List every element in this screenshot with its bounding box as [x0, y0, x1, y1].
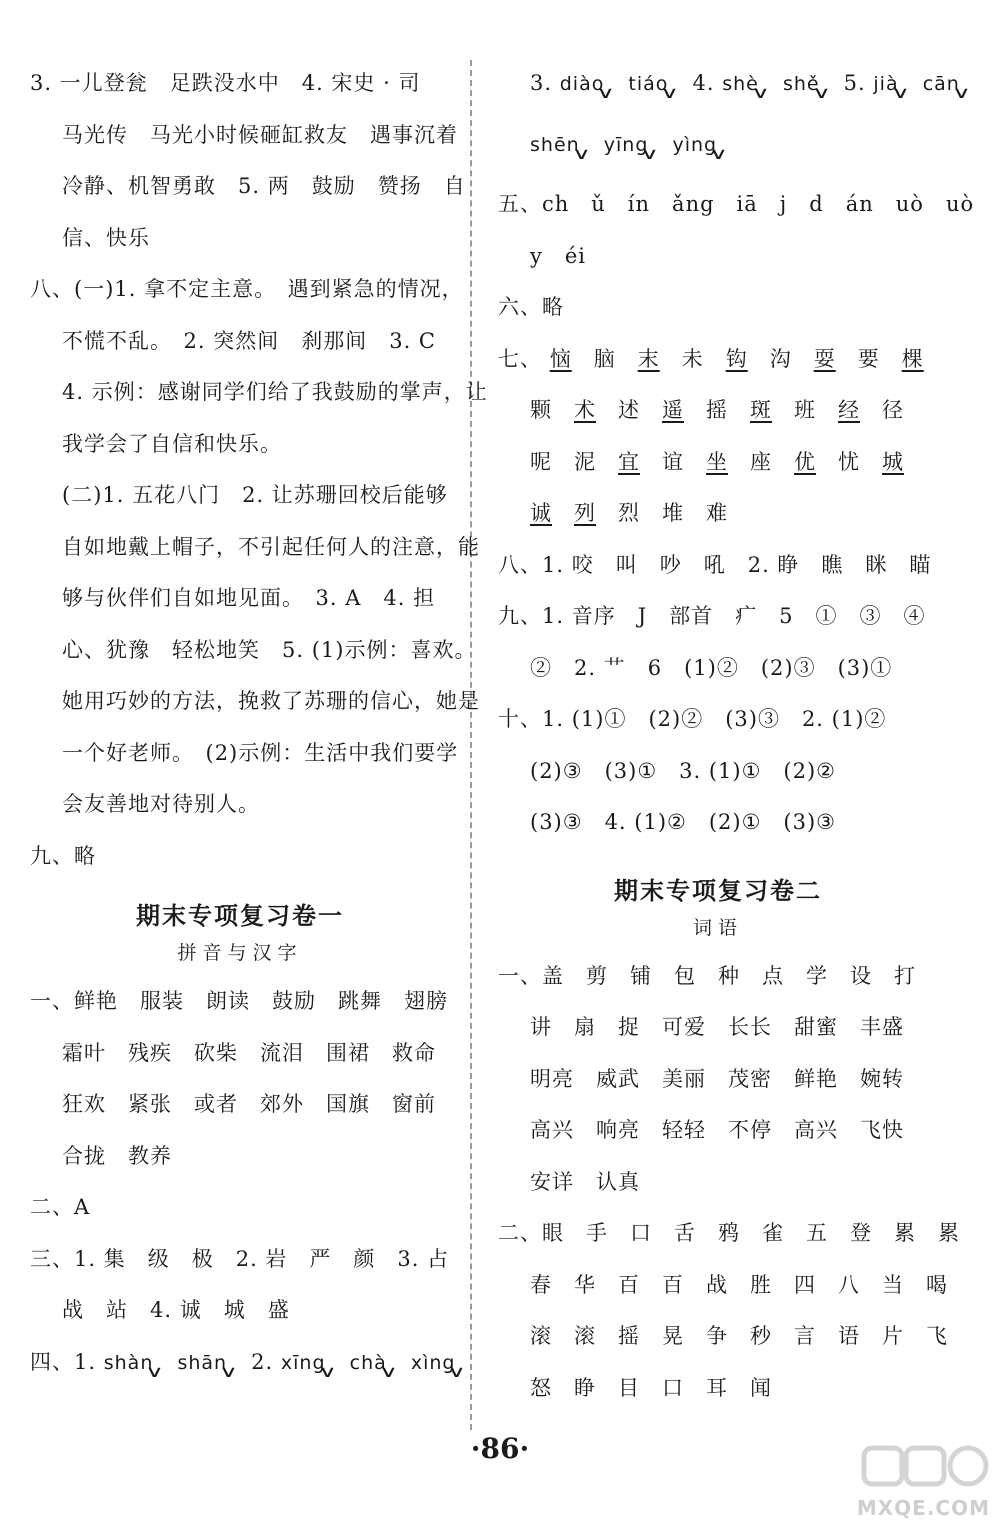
underlined-char: 优	[794, 449, 816, 474]
checkmark-icon: ∨	[811, 83, 833, 102]
answer-line: 一个好老师。 (2)示例：生活中我们要学	[62, 740, 459, 765]
checkmark-icon: ∨	[890, 83, 912, 102]
checkmark-icon: ∨	[317, 1361, 339, 1381]
answer-line: 八、(一)1. 拿不定主意。 遇到紧急的情况，	[30, 277, 464, 301]
underlined-char: 恼	[549, 346, 572, 371]
pinyin-answer: xīng	[280, 1351, 326, 1374]
checkmark-icon: ∨	[751, 83, 772, 102]
answer-line: 十、1. (1)① (2)② (3)③ 2. (1)②	[498, 707, 887, 731]
underlined-char: 宜	[618, 449, 640, 474]
answer-line: 够与伙伴们自如地见面。 3. A 4. 担	[62, 586, 436, 610]
underlined-char: 斑	[750, 398, 772, 422]
pinyin-answer: xìng	[410, 1351, 456, 1374]
pinyin-line	[498, 119, 938, 180]
answer-line: 狂欢 紧张 或者 郊外 国旗 窗前	[62, 1092, 436, 1116]
char: 摇	[706, 398, 728, 422]
page-number: ·86·	[470, 1432, 530, 1465]
underlined-char: 末	[637, 346, 660, 371]
pinyin-answer: shè	[722, 73, 759, 95]
answer-line: 安详 认真	[530, 1169, 640, 1194]
char: 谊	[662, 449, 684, 474]
underlined-char: 棵	[901, 346, 924, 371]
answer-line: 霜叶 残疾 砍柴 流泪 围裙 救命	[62, 1040, 436, 1065]
pinyin-answer: tiáo	[628, 73, 669, 95]
answer-line: 高兴 响亮 轻轻 不停 高兴 飞快	[530, 1118, 904, 1142]
answer-line: 一、鲜艳 服装 朗读 鼓励 跳舞 翅膀	[30, 989, 448, 1013]
answer-line: 她用巧妙的方法，挽救了苏珊的信心，她是	[62, 689, 480, 713]
underlined-char: 遥	[662, 398, 684, 422]
checkmark-icon: ∨	[571, 143, 593, 163]
answer-line: ② 2. 艹 6 (1)② (2)③ (3)①	[530, 655, 893, 680]
answer-line: (2)③ (3)① 3. (1)① (2)②	[530, 758, 837, 783]
char: 班	[794, 398, 816, 422]
underlined-char: 城	[882, 449, 904, 474]
answer-line: y éi	[530, 243, 587, 268]
underlined-char: 耍	[813, 346, 836, 371]
answer-line: 不慌不乱。 2. 突然间 刹那间 3. C	[62, 328, 436, 353]
answer-line: 自如地戴上帽子，不引起任何人的注意，能	[62, 534, 480, 559]
char: 沟	[769, 346, 792, 371]
question-label: 3.	[530, 71, 553, 95]
char-row	[498, 334, 938, 386]
char: 脑	[593, 346, 616, 371]
char: 座	[750, 449, 772, 474]
checkmark-icon: ∨	[219, 1361, 240, 1381]
answer-line: 合拢 教养	[62, 1143, 172, 1168]
char-row	[498, 488, 938, 540]
answer-line: 讲 扇 捉 可爱 长长 甜蜜 丰盛	[530, 1015, 904, 1039]
question-label: 七、	[498, 346, 542, 371]
answer-line: 滚 滚 摇 晃 争 秒 言 语 片 飞	[530, 1324, 948, 1348]
section-subtitle: 词语	[692, 916, 743, 939]
checkmark-icon: ∨	[640, 143, 661, 163]
question-label: 四、1.	[30, 1349, 97, 1374]
left-column	[30, 58, 488, 1397]
pinyin-answer: cān	[922, 73, 960, 95]
char-row	[498, 385, 938, 437]
char: 径	[882, 398, 904, 422]
answer-line: 八、1. 咬 叫 吵 吼 2. 睁 瞧 眯 瞄	[498, 552, 932, 577]
char: 难	[706, 501, 728, 525]
section-subtitle: 拼音与汉字	[177, 942, 303, 964]
char: 颗	[530, 398, 552, 422]
pinyin-answer: jià	[873, 73, 899, 95]
answer-line: 三、1. 集 级 极 2. 岩 严 颜 3. 占	[30, 1246, 450, 1271]
answer-line: 二、A	[30, 1195, 91, 1219]
checkmark-icon: ∨	[447, 1361, 469, 1381]
answer-line: 4. 示例：感谢同学们给了我鼓励的掌声，让	[62, 380, 488, 404]
answer-line: 会友善地对待别人。	[62, 792, 260, 816]
answer-line: 二、眼 手 口 舌 鸦 雀 五 登 累 累	[498, 1221, 960, 1245]
underlined-char: 钩	[725, 346, 748, 371]
answer-line: 怒 睁 目 口 耳 闻	[530, 1375, 772, 1400]
checkmark-icon: ∨	[145, 1361, 166, 1381]
answer-line: 春 华 百 百 战 胜 四 八 当 喝	[530, 1272, 948, 1297]
underlined-char: 列	[574, 501, 596, 525]
char: 忧	[838, 449, 860, 474]
answer-line: (二)1. 五花八门 2. 让苏珊回校后能够	[62, 483, 448, 507]
char: 堆	[662, 501, 684, 525]
char: 泥	[574, 449, 596, 474]
column-divider	[470, 60, 472, 1430]
char: 要	[857, 346, 880, 371]
answer-line: 战 站 4. 诚 城 盛	[62, 1298, 290, 1322]
right-column	[498, 58, 975, 1414]
answer-line: (3)③ 4. (1)② (2)① (3)③	[530, 810, 837, 834]
underlined-char: 经	[838, 398, 860, 422]
pinyin-answer: diào	[559, 73, 605, 95]
answer-line: 3. 一儿登瓮 足跌没水中 4. 宋史 · 司	[30, 71, 421, 95]
answer-line: 我学会了自信和快乐。	[62, 431, 282, 456]
answer-line: 六、略	[498, 295, 564, 319]
pinyin-answer: shān	[177, 1351, 228, 1374]
checkmark-icon: ∨	[709, 143, 730, 163]
answer-line: 心、犹豫 轻松地笑 5. (1)示例：喜欢。	[62, 637, 477, 662]
answer-line: 马光传 马光小时候砸缸救友 遇事沉着	[62, 122, 458, 147]
watermark-text: MXQE.COM	[856, 1496, 990, 1520]
pinyin-answer: shàn	[103, 1351, 154, 1374]
pinyin-answer: chà	[349, 1351, 387, 1374]
checkmark-icon: ∨	[378, 1361, 400, 1381]
char: 呢	[530, 449, 552, 474]
pinyin-line	[498, 58, 973, 119]
section-title: 期末专项复习卷一	[136, 902, 344, 930]
underlined-char: 诚	[530, 501, 552, 525]
answer-line: 五、ch ǔ ín ǎng iā j d án uò uò	[498, 192, 975, 216]
underlined-char: 坐	[706, 449, 728, 474]
pinyin-answer: yīng	[603, 133, 649, 156]
answer-line: 信、快乐	[62, 225, 150, 250]
char: 述	[618, 398, 640, 422]
underlined-char: 术	[574, 398, 596, 422]
pinyin-answer: shēn	[530, 133, 580, 156]
pinyin-line	[30, 1337, 469, 1398]
question-label: 5.	[843, 71, 866, 95]
checkmark-icon: ∨	[660, 83, 681, 102]
checkmark-icon: ∨	[952, 83, 973, 102]
section-title: 期末专项复习卷二	[614, 876, 822, 905]
question-label: 2.	[251, 1349, 274, 1374]
answer-line: 明亮 威武 美丽 茂密 鲜艳 婉转	[530, 1066, 904, 1091]
checkmark-icon: ∨	[596, 83, 617, 102]
pinyin-answer: yìng	[672, 133, 718, 156]
answer-line: 九、略	[30, 843, 96, 868]
answer-line: 一、盖 剪 铺 包 种 点 学 设 打	[498, 963, 916, 988]
char: 未	[681, 346, 704, 371]
char-row	[498, 437, 938, 489]
answer-line: 冷静、机智勇敢 5. 两 鼓励 赞扬 自	[62, 174, 466, 198]
answer-line: 九、1. 音序 J 部首 疒 5 ① ③ ④	[498, 604, 926, 628]
pinyin-answer: shě	[782, 73, 820, 95]
question-label: 4.	[692, 71, 715, 95]
char: 烈	[618, 501, 640, 525]
